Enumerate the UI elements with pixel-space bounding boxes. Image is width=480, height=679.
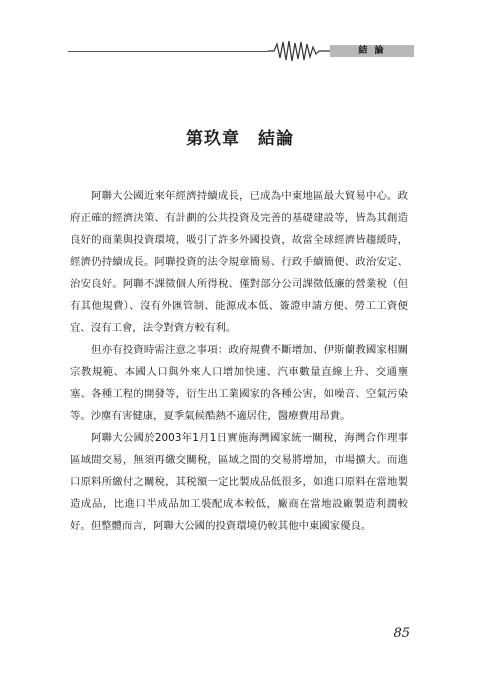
chapter-title: 第玖章 結論 [186,129,294,149]
body-text [70,185,408,537]
header-rule [68,51,268,52]
paragraph-3: 阿聯大公國於2003年1月1日實施海灣國家統一關稅，海灣合作理事區域間交易，無須再繳交關稅，區域之間的交易將增加，市場擴大。而進口原料所繳付之關稅，其税額一定比製成品低很多，如進口原料在當地製造成品，比進口半成品加工裝配成本較低，廠商在當地設廠製造利潤較好。但整體而言，阿聯大公國的投資環境仍較其他中東國家優良。 [70,432,408,532]
heartbeat-wave-icon [268,38,330,64]
paragraph-2: 但亦有投資時需注意之事項：政府規費不斷增加、伊斯蘭教國家相關宗教規範、本國人口與外來人口增加快速、汽車數量直線上升、交通壅塞、各種工程的開發等，衍生出工業國家的各種公害，如噪音、空氣污染等。沙塵有害健康，夏季氣候酷熱不適居住，醫療費用昂貴。 [70,344,408,422]
paragraph-1: 阿聯大公國近來年經濟持續成長，已成為中東地區最大貿易中心。政府正確的經濟決策、有計劃的公共投資及完善的基礎建設等，皆為其創造良好的商業與投資環境，吸引了許多外國投資，故當全球經濟皆趨緩時，經濟仍持續成長。阿聯投資的法令規章簡易、行政手續簡便、政治安定、治安良好。阿聯不課徵個人所得稅、僅對部分公司課徵低廉的營業稅（但有其他規費）、沒有外匯管制、能源成本低、簽證申請方便、勞工工資便宜、沒有工會，法令對資方較有利。 [70,190,408,334]
header-label: 結 論 [358,46,386,56]
page-number: 85 [393,626,410,641]
running-header [68,38,414,64]
